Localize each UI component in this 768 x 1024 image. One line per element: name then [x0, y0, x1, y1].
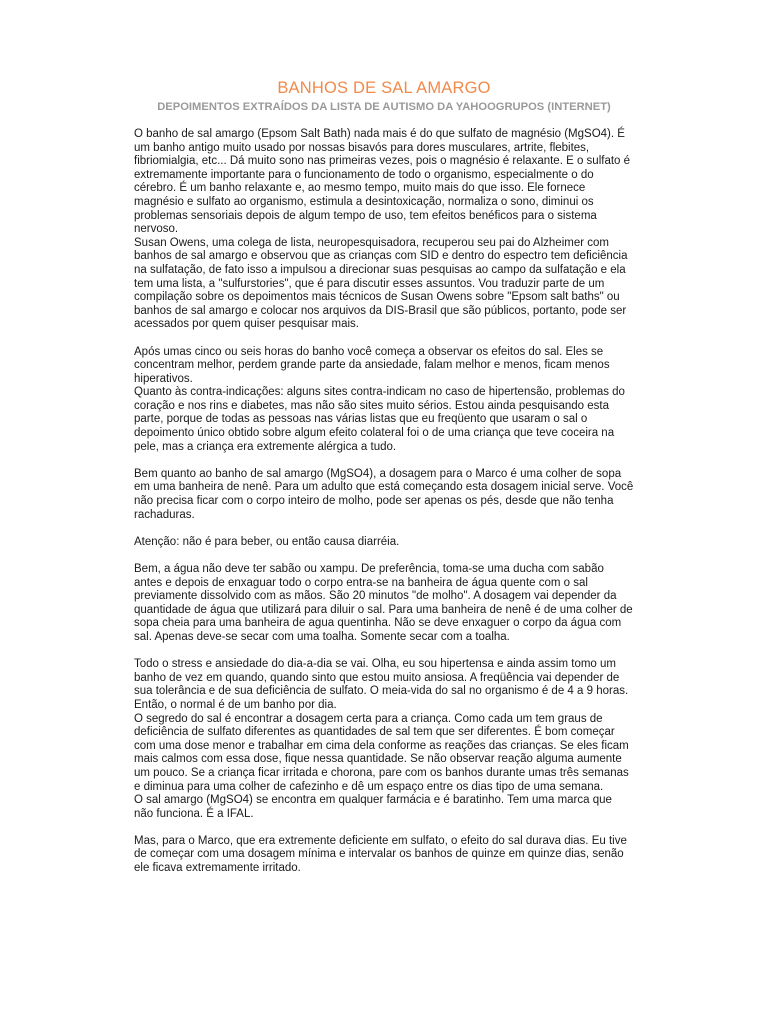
paragraph-gap [134, 522, 634, 536]
paragraph-gap [134, 454, 634, 468]
paragraph: Após umas cinco ou seis horas do banho você começa a observar os efeitos do sal. Eles se concentram melhor, perdem grande parte da ansiedade, falam melhor e menos, ficam menos hiperativos. [134, 345, 610, 385]
paragraph: Susan Owens, uma colega de lista, neuropesquisadora, recuperou seu pai do Alzheimer com banhos de sal amargo e observou que as crianças com SID e dentro do espectro tem deficiência na sulfatação, de fato isso a impulsou a direcionar suas pesquisas ao campo da sulfatação e ela tem uma lista, a "sulfurstories", que é para discutir esses assuntos. Vou traduzir parte de um compilação sobre os depoimentos mais técnicos de Susan Owens sobre "Epsom salt baths" ou banhos de sal amargo e colocar nos arquivos da DIS-Brasil que são públicos, portanto, pode ser acessados por quem quiser pesquisar mais. [134, 236, 628, 331]
paragraph-gap [134, 332, 634, 346]
document-page [134, 78, 634, 876]
paragraph: Mas, para o Marco, que era extremente deficiente em sulfato, o efeito do sal durava dias. Eu tive de começar com uma dosagem mínima e intervalar os banhos de quinze em quinze dias, senão ele ficava extremamente irritado. [134, 834, 627, 875]
paragraph-gap [134, 821, 634, 835]
paragraph: O sal amargo (MgSO4) se encontra em qualquer farmácia e é baratinho. Tem uma marca que não funciona. É a IFAL. [134, 794, 612, 820]
document-subtitle: DEPOIMENTOS EXTRAÍDOS DA LISTA DE AUTISMO DA YAHOOGRUPOS (INTERNET) [157, 101, 611, 113]
paragraph-gap [134, 645, 634, 659]
paragraph: Todo o stress e ansiedade do dia-a-dia se vai. Olha, eu sou hipertensa e ainda assim tomo um banho de vez em quando, quando sinto que estou muito ansiosa. A freqüência vai depender de sua tolerância e de sua deficiência de sulfato. O meia-vida do sal no organismo é de 4 a 9 horas. Então, o normal é de um banho por dia. [134, 658, 629, 711]
paragraph: O banho de sal amargo (Epsom Salt Bath) nada mais é do que sulfato de magnésio (MgSO4). É um banho antigo muito usado por nossas bisavós para dores musculares, artrite, flebites, fibriomialgia, etc... Dá muito sono nas primeiras vezes, pois o magnésio é relaxante. E o sulfato é extremamente importante para o funcionamento de todo o organismo, especialmente o do cérebro. É um banho relaxante e, ao mesmo tempo, muito mais do que isso. Ele fornece magnésio e sulfato ao organismo, estimula a desintoxicação, normaliza o sono, diminui os problemas sensoriais depois de algum tempo de uso, tem efeitos benéficos para o sistema nervoso. [134, 128, 631, 236]
document-body [134, 128, 634, 876]
document-title: BANHOS DE SAL AMARGO [277, 79, 491, 97]
paragraph: Atenção: não é para beber, ou então causa diarréia. [134, 535, 400, 548]
paragraph: O segredo do sal é encontrar a dosagem certa para a criança. Como cada um tem graus de deficiência de sulfato diferentes as quantidades de sal tem que ser diferentes. É bom começar com uma dose menor e trabalhar em cima dela conforme as reações das crianças. Se eles ficam mais calmos com essa dose, fique nessa quantidade. Se não observar reação alguma aumente um pouco. Se a criança ficar irritada e chorona, pare com os banhos durante umas três semanas e diminua para uma colher de cafezinho e dê um espaço entre os dias tipo de uma semana. [134, 712, 629, 793]
paragraph: Bem quanto ao banho de sal amargo (MgSO4), a dosagem para o Marco é uma colher de sopa em uma banheira de nenê. Para um adulto que está começando esta dosagem inicial serve. Você não precisa ficar com o corpo inteiro de molho, pode ser apenas os pés, desde que não tenha rachaduras. [134, 467, 634, 521]
paragraph: Bem, a água não deve ter sabão ou xampu. De preferência, toma-se uma ducha com sabão antes e depois de enxaguar todo o corpo entra-se na banheira de água quente com o sal previamente dissolvido com as mãos. São 20 minutos "de molho". A dosagem vai depender da quantidade de água que utilizará para diluir o sal. Para uma banheira de nenê é de uma colher de sopa cheia para uma banheira de agua quentinha. Não se deve enxaguer o corpo da água com sal. Apenas deve-se secar com uma toalha. Somente secar com a toalha. [134, 563, 633, 643]
paragraph-gap [134, 549, 634, 563]
paragraph: Quanto às contra-indicações: alguns sites contra-indicam no caso de hipertensão, problemas do coração e nos rins e diabetes, mas não são sites muito sérios. Estou ainda pesquisando esta parte, porque de todas as pessoas nas várias listas que eu freqüento que usaram o sal o depoimento único obtido sobre algum efeito colateral foi o de uma criança que teve coceira na pele, mas a criança era extremente alérgica a tudo. [134, 386, 625, 453]
